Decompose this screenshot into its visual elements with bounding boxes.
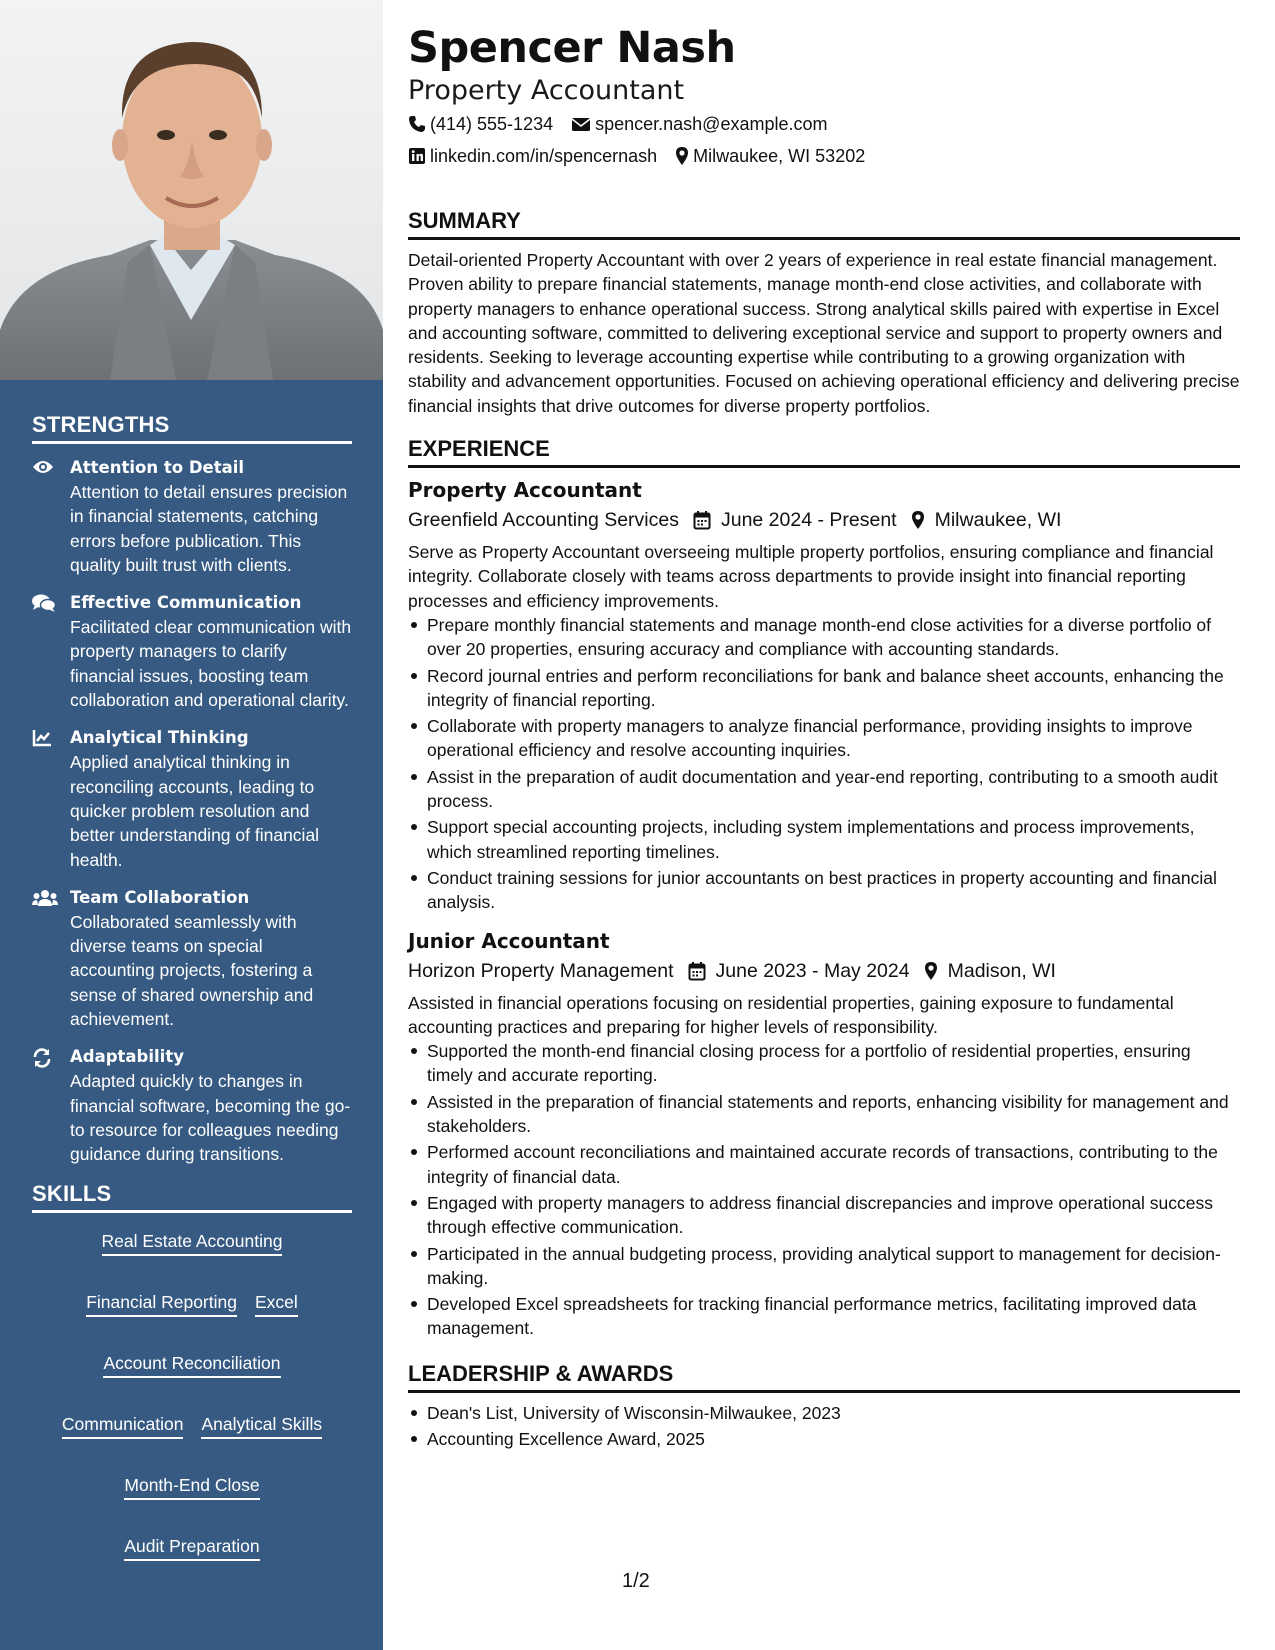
job-entry xyxy=(408,476,1240,914)
job-bullet: Support special accounting projects, including system implementations and process improvements, which streamlined reporting timelines. xyxy=(408,815,1240,864)
envelope-icon xyxy=(571,116,591,132)
job-dates xyxy=(688,955,910,987)
strength-description: Attention to detail ensures precision in financial statements, catching errors before publication. This quality built trust with clients. xyxy=(70,482,348,575)
job-bullet: Assisted in the preparation of financial statements and reports, enhancing visibility for management and stakeholders. xyxy=(408,1090,1240,1139)
strength-item xyxy=(32,886,352,1031)
eye-icon xyxy=(32,456,70,577)
summary-heading: SUMMARY xyxy=(408,208,1240,240)
job-bullet: Assist in the preparation of audit documentation and year-end reporting, contributing to a smooth audit process. xyxy=(408,765,1240,814)
phone-text: (414) 555-1234 xyxy=(430,114,554,134)
strength-item xyxy=(32,591,352,712)
contact-row xyxy=(408,140,1240,172)
main-content xyxy=(408,22,1240,1453)
skills-heading: SKILLS xyxy=(32,1181,352,1213)
skill-tag: Communication xyxy=(62,1412,184,1439)
calendar-icon xyxy=(688,961,706,981)
job-summary: Serve as Property Accountant overseeing multiple property portfolios, ensuring compliance and financial integrity. Collaborate closely with teams across departments to provide insight into financial reporting processes and efficiency improvements. xyxy=(408,542,1214,611)
linkedin-text[interactable]: linkedin.com/in/spencernash xyxy=(430,146,658,166)
map-pin-icon xyxy=(675,146,689,166)
strength-item xyxy=(32,1045,352,1166)
job-bullets xyxy=(408,1039,1240,1341)
location-text: Milwaukee, WI 53202 xyxy=(693,146,866,166)
job-bullet: Developed Excel spreadsheets for tracking financial performance metrics, facilitating improved data management. xyxy=(408,1292,1240,1341)
job-bullet: Performed account reconciliations and maintained accurate records of transactions, contributing to the integrity of financial data. xyxy=(408,1140,1240,1189)
profile-photo xyxy=(0,0,383,380)
phone-icon xyxy=(408,115,426,133)
strength-title: Team Collaboration xyxy=(70,887,250,907)
location-contact xyxy=(675,140,865,172)
map-pin-icon xyxy=(924,961,938,981)
strength-description: Applied analytical thinking in reconciling accounts, leading to quicker problem resolution and better understanding of financial health. xyxy=(70,752,320,870)
award-item: Accounting Excellence Award, 2025 xyxy=(408,1427,1240,1451)
linkedin-contact xyxy=(408,140,657,172)
job-meta xyxy=(408,504,1240,536)
strength-title: Attention to Detail xyxy=(70,458,245,477)
calendar-icon xyxy=(693,510,711,530)
leadership-heading: LEADERSHIP & AWARDS xyxy=(408,1361,1240,1393)
job-location xyxy=(911,504,1062,536)
job-bullet: Record journal entries and perform reconciliations for bank and balance sheet accounts, enhancing the integrity of financial reporting. xyxy=(408,664,1240,713)
job-bullet: Supported the month-end financial closing process for a portfolio of residential properties, ensuring timely and accurate reporting. xyxy=(408,1039,1240,1088)
line-chart-icon xyxy=(32,726,70,871)
experience-heading: EXPERIENCE xyxy=(408,436,1240,468)
phone-contact xyxy=(408,108,553,140)
job-location xyxy=(924,955,1056,987)
contact-row xyxy=(408,108,1240,140)
comments-icon xyxy=(32,591,70,712)
award-item: Dean's List, University of Wisconsin-Milwaukee, 2023 xyxy=(408,1401,1240,1425)
page-number: 1/2 xyxy=(622,1570,650,1592)
sidebar-content xyxy=(32,412,352,1561)
job-bullet: Conduct training sessions for junior accountants on best practices in property accounting and financial analysis. xyxy=(408,866,1240,915)
refresh-icon xyxy=(32,1045,70,1166)
job-bullet: Prepare monthly financial statements and manage month-end close activities for a diverse portfolio of over 20 properties, ensuring accuracy and compliance with accounting standards. xyxy=(408,613,1240,662)
strength-item xyxy=(32,456,352,577)
email-contact xyxy=(571,108,827,140)
job-title: Junior Accountant xyxy=(408,928,610,953)
skill-tag: Audit Preparation xyxy=(124,1534,259,1561)
summary-text: Detail-oriented Property Accountant with over 2 years of experience in real estate financial management. Proven ability to prepare financial statements, manage month-end close activities, and collaborate with property managers to enhance operational success. Strong analytical skills paired with expertise in Excel and accounting software, committed to delivering exceptional service and support to property owners and residents. Seeking to leverage accounting expertise while contributing to a growing organization with stability and advancement opportunities. Focused on achieving operational efficiency and delivering precise financial insights that drive outcomes for diverse property portfolios. xyxy=(408,250,1240,416)
job-bullets xyxy=(408,613,1240,915)
skill-tag: Real Estate Accounting xyxy=(102,1229,283,1256)
strengths-heading: STRENGTHS xyxy=(32,412,352,444)
skill-tag: Financial Reporting xyxy=(86,1290,237,1317)
strength-title: Adaptability xyxy=(70,1047,184,1067)
skill-tag: Month-End Close xyxy=(124,1473,259,1500)
job-summary: Assisted in financial operations focusing on residential properties, gaining exposure to fundamental accounting practices and preparing for higher levels of responsibility. xyxy=(408,992,1174,1037)
job-dates-text: June 2024 - Present xyxy=(720,509,897,532)
job-location-text: Milwaukee, WI xyxy=(934,509,1062,532)
email-text[interactable]: spencer.nash@example.com xyxy=(595,114,828,134)
job-bullet: Engaged with property managers to address financial discrepancies and improve operational success through effective communication. xyxy=(408,1191,1240,1240)
strength-description: Collaborated seamlessly with diverse teams on special accounting projects, fostering a sense of shared ownership and achievement. xyxy=(70,911,314,1030)
linkedin-icon xyxy=(408,147,426,165)
skill-tag: Excel xyxy=(255,1290,298,1317)
strength-description: Facilitated clear communication with property managers to clarify financial issues, boosting team collaboration and operational clarity. xyxy=(70,617,352,711)
leadership-list xyxy=(408,1401,1240,1452)
skill-tag: Analytical Skills xyxy=(201,1412,322,1439)
candidate-name: Spencer Nash xyxy=(408,23,736,73)
job-dates-text: June 2023 - May 2024 xyxy=(715,959,910,982)
job-dates xyxy=(693,504,897,536)
skill-tag: Account Reconciliation xyxy=(103,1351,280,1378)
job-company: Greenfield Accounting Services xyxy=(408,509,679,532)
job-entry xyxy=(408,927,1240,1341)
strength-description: Adapted quickly to changes in financial software, becoming the go-to resource for colleagues needing guidance during transitions. xyxy=(70,1071,351,1165)
portrait-photo xyxy=(0,0,383,380)
job-title: Property Accountant xyxy=(408,478,642,503)
job-bullet: Collaborate with property managers to analyze financial performance, providing insights to improve operational efficiency and resolve accounting inquiries. xyxy=(408,714,1240,763)
strength-title: Effective Communication xyxy=(70,593,302,613)
job-bullet: Participated in the annual budgeting process, providing analytical support to management for decision-making. xyxy=(408,1242,1240,1291)
strength-item xyxy=(32,726,352,871)
job-location-text: Madison, WI xyxy=(947,959,1056,982)
job-meta xyxy=(408,955,1240,987)
skills-list xyxy=(32,1225,352,1561)
candidate-role: Property Accountant xyxy=(408,75,685,106)
job-company: Horizon Property Management xyxy=(408,959,674,982)
sidebar xyxy=(0,0,383,1650)
map-pin-icon xyxy=(911,510,925,530)
users-icon xyxy=(32,886,70,1031)
strength-title: Analytical Thinking xyxy=(70,728,249,748)
